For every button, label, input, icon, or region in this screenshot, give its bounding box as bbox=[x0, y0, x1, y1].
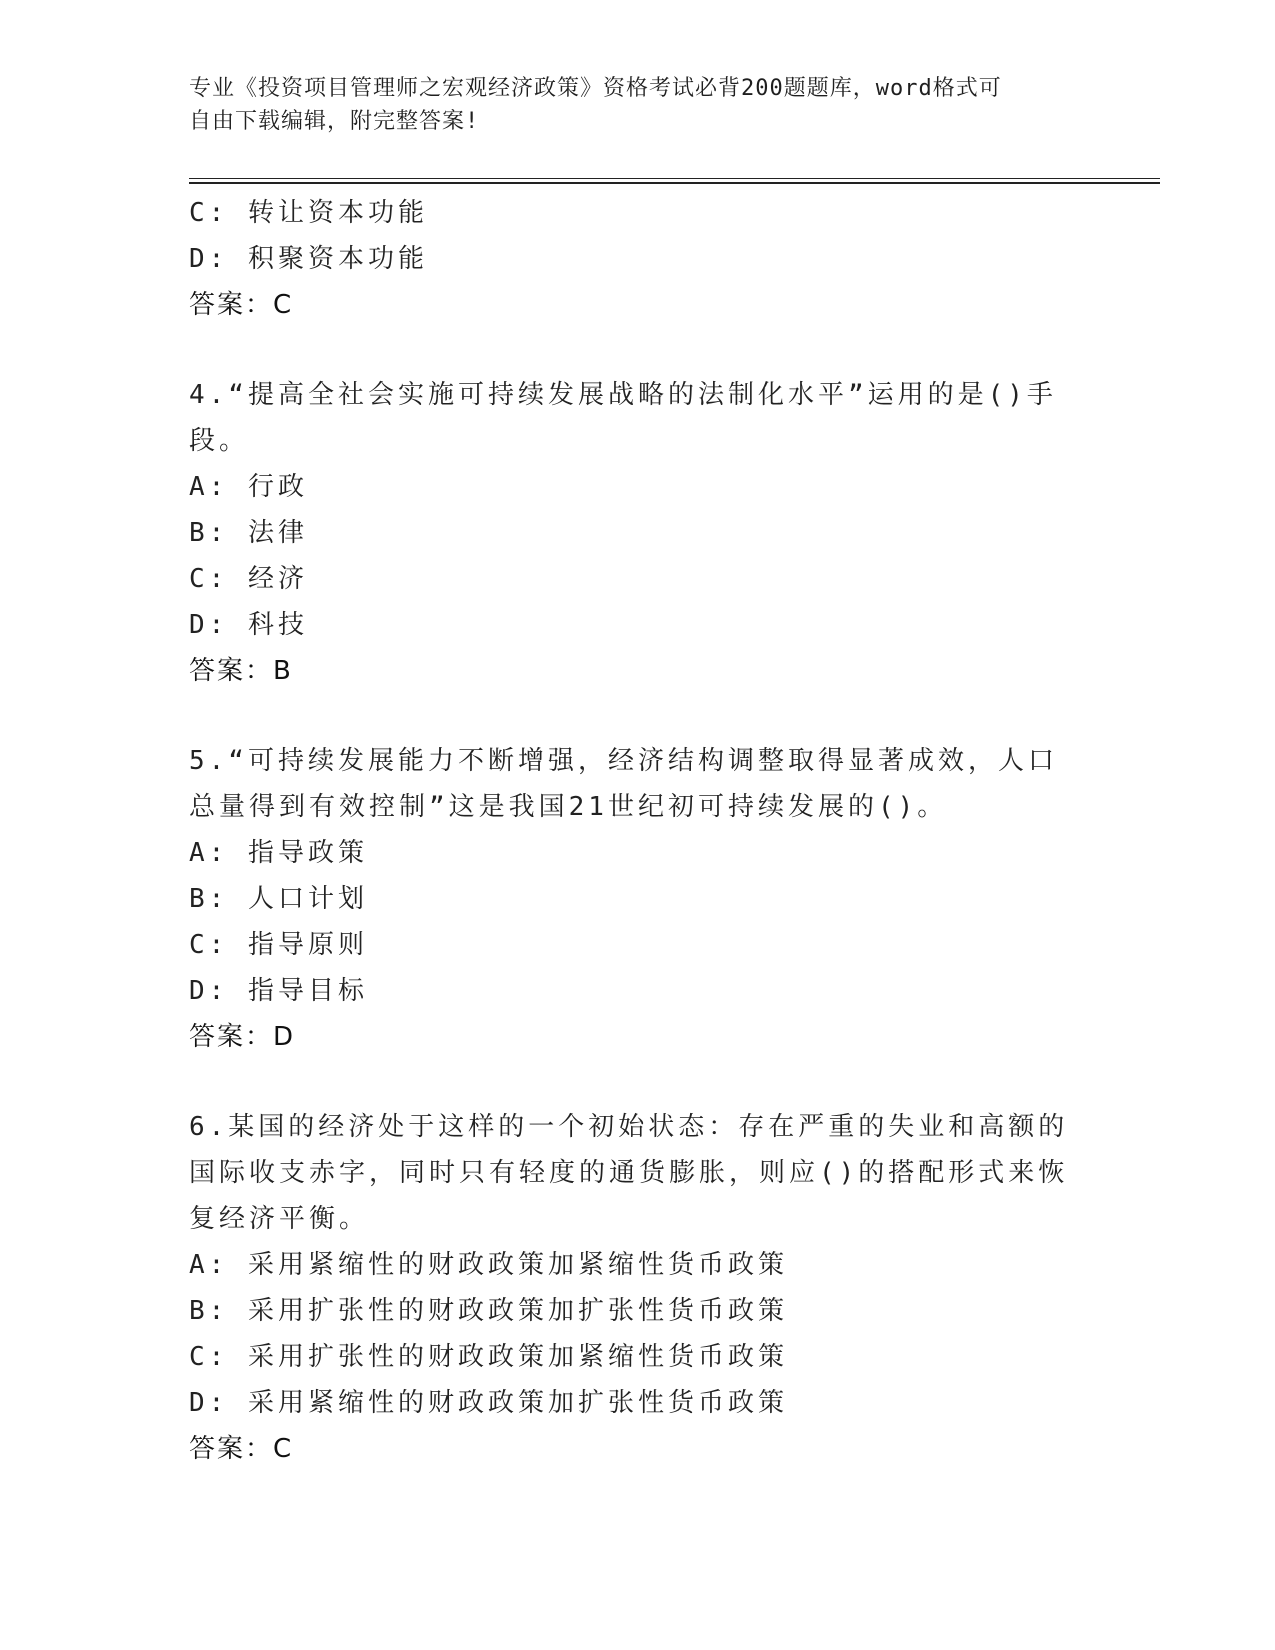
question-text: 6.某国的经济处于这样的一个初始状态：存在严重的失业和高额的国际收支赤字，同时只有轻度的通货膨胀，则应()的搭配形式来恢复经济平衡。 bbox=[189, 1112, 1069, 1234]
question-4 bbox=[189, 372, 1069, 694]
header-line-2: 自由下载编辑，附完整答案! bbox=[189, 109, 480, 134]
answer: 答案：D bbox=[189, 1022, 296, 1052]
option-d: D: 积聚资本功能 bbox=[189, 244, 428, 274]
page-header bbox=[189, 72, 1069, 138]
answer: 答案：C bbox=[189, 290, 294, 320]
option-b: B: 人口计划 bbox=[189, 884, 368, 914]
header-divider-thick bbox=[189, 182, 1160, 184]
option-a: A: 采用紧缩性的财政政策加紧缩性货币政策 bbox=[189, 1250, 788, 1280]
question-text: 4.“提高全社会实施可持续发展战略的法制化水平”运用的是()手段。 bbox=[189, 380, 1057, 456]
option-c: C: 经济 bbox=[189, 564, 308, 594]
answer: 答案：C bbox=[189, 1434, 294, 1464]
option-d: D: 科技 bbox=[189, 610, 308, 640]
question-text: 5.“可持续发展能力不断增强，经济结构调整取得显著成效，人口总量得到有效控制”这是我国21世纪初可持续发展的()。 bbox=[189, 746, 1058, 822]
question-5 bbox=[189, 738, 1069, 1060]
option-d: D: 采用紧缩性的财政政策加扩张性货币政策 bbox=[189, 1388, 788, 1418]
option-d: D: 指导目标 bbox=[189, 976, 368, 1006]
question-3-continued bbox=[189, 190, 1069, 328]
header-divider bbox=[189, 178, 1160, 179]
option-b: B: 采用扩张性的财政政策加扩张性货币政策 bbox=[189, 1296, 788, 1326]
option-a: A: 行政 bbox=[189, 472, 308, 502]
option-a: A: 指导政策 bbox=[189, 838, 368, 868]
question-6 bbox=[189, 1104, 1069, 1472]
option-c: C: 采用扩张性的财政政策加紧缩性货币政策 bbox=[189, 1342, 788, 1372]
answer: 答案：B bbox=[189, 656, 293, 686]
question-list bbox=[189, 190, 1069, 1472]
option-c: C: 指导原则 bbox=[189, 930, 368, 960]
option-b: B: 法律 bbox=[189, 518, 308, 548]
header-line-1: 专业《投资项目管理师之宏观经济政策》资格考试必背200题题库，word格式可 bbox=[189, 76, 1002, 101]
option-c: C: 转让资本功能 bbox=[189, 198, 428, 228]
